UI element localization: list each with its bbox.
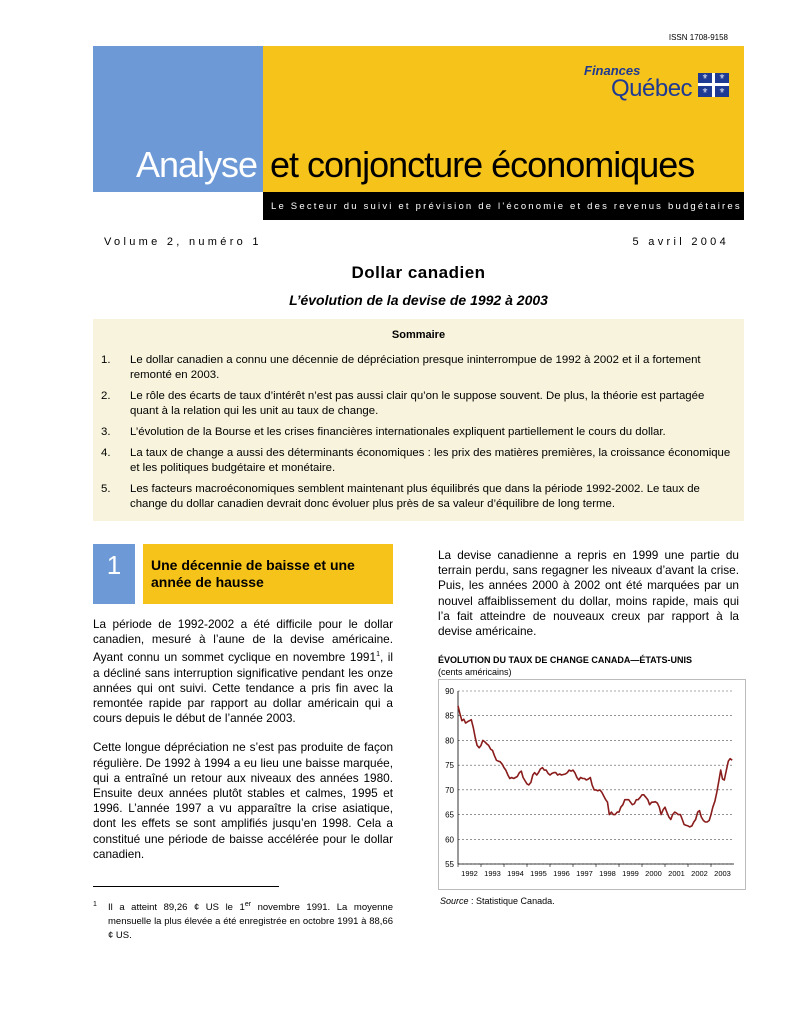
- footnote-rule: [93, 886, 279, 887]
- footnote-ref: 1: [376, 651, 380, 659]
- footnote-number: 1: [93, 901, 97, 908]
- masthead-title-rest: et conjoncture économiques: [270, 144, 695, 185]
- x-tick-label: 1995: [530, 869, 547, 878]
- y-tick-label: 80: [445, 736, 454, 746]
- summary-item: [101, 425, 731, 440]
- quebec-flag-icon: ⚜ ⚜ ⚜ ⚜: [698, 73, 729, 97]
- footnote: 1 Il a atteint 89,26 ¢ US le 1er novembre 1991. La moyenne mensuelle la plus élevée a été enregistrée en octobre 1991 à 88,66 ¢ US.: [93, 898, 393, 943]
- masthead-tagline: Le Secteur du suivi et prévision de l'économie et des revenus budgétaires: [271, 201, 742, 212]
- issn: ISSN 1708-9158: [668, 33, 728, 42]
- paragraph-2: Cette longue dépréciation ne s’est pas produite de façon régulière. De 1992 à 1994 a eu lieu une baisse marquée, qui a entraîné un retour aux niveaux des années 1980. Ensuite deux années plutôt stables et calmes, 1995 et 1996. L’année 1997 a vu apparaître la crise asiatique, dont les effets se sont amplifiés jusqu’en 1998. Cela a constitué une période de baisse accélérée pour le dollar canadien.: [93, 740, 393, 861]
- chart-subtitle: (cents américains): [438, 667, 512, 677]
- summary-item-number: 4.: [101, 447, 111, 459]
- summary-item-text: Le dollar canadien a connu une décennie de dépréciation presque ininterrompue de 1992 à 2002 et il a fortement remonté en 2003.: [130, 354, 701, 381]
- x-tick-label: 1993: [484, 869, 501, 878]
- logo-quebec: Québec: [611, 75, 693, 102]
- paragraph-3: La devise canadienne a repris en 1999 une partie du terrain perdu, sans regagner les niveaux d’avant la crise. Puis, les années 2000 à 2002 ont été marquées par un nouvel affaiblissement du dollar, moins rapide, mais qui l’a fait atteindre de nouveaux creux par rapport à la devise américaine.: [438, 548, 739, 639]
- x-tick-label: 2003: [714, 869, 731, 878]
- logo-finances: Finances: [584, 63, 641, 78]
- x-tick-label: 1997: [576, 869, 593, 878]
- summary-item: [101, 353, 731, 383]
- issue-volume: Volume 2, numéro 1: [104, 236, 262, 248]
- x-tick-label: 1996: [553, 869, 570, 878]
- summary-item-number: 2.: [101, 390, 111, 402]
- masthead-tagline-bar: [263, 192, 744, 220]
- summary-item-number: 1.: [101, 354, 111, 366]
- subheadline: L’évolution de la devise de 1992 à 2003: [289, 292, 548, 308]
- section-title: Une décennie de baisse et une année de hausse: [151, 557, 355, 590]
- chart-source: Source : Statistique Canada.: [440, 896, 555, 906]
- left-column: [93, 617, 393, 876]
- chart-svg: [438, 679, 746, 890]
- y-tick-label: 70: [445, 785, 454, 795]
- summary-item-text: Les facteurs macroéconomiques semblent maintenant plus équilibrés que dans la période 1992-2002. Le taux de change du dollar canadien devrait donc évoluer plus près de sa valeur d’équilibre de long terme.: [130, 483, 700, 510]
- summary-item: [101, 482, 731, 512]
- summary-list: [101, 353, 731, 518]
- summary-item-number: 3.: [101, 426, 111, 438]
- y-tick-label: 90: [445, 687, 454, 696]
- y-tick-label: 75: [445, 761, 454, 771]
- section-heading-box: [143, 544, 393, 604]
- paragraph-1: La période de 1992-2002 a été difficile pour le dollar canadien, mesuré à l’aune de la devise américaine. Ayant connu un sommet cyclique en novembre 1991$^1$, il a décliné sans interruption significative pendant les onze années qui ont suivi. Cette tendance a pris fin avec la remontée rapide par rapport au dollar américain qui a cours depuis le début de l’année 2003.: [93, 617, 393, 726]
- x-tick-label: 2002: [691, 869, 708, 878]
- summary-item: [101, 446, 731, 476]
- summary-item: [101, 389, 731, 419]
- issue-date: 5 avril 2004: [632, 236, 729, 248]
- headline: Dollar canadien: [351, 263, 486, 282]
- summary-item-text: La taux de change a aussi des déterminants économiques : les prix des matières premières, la croissance économique et les politiques budgétaire et monétaire.: [130, 447, 731, 474]
- summary-item-text: Le rôle des écarts de taux d’intérêt n’est pas aussi clair qu’on le suppose souvent. De plus, la théorie est partagée quant à la relation qui les unit au taux de change.: [130, 390, 705, 417]
- y-tick-label: 65: [445, 810, 454, 820]
- y-tick-label: 85: [445, 711, 454, 721]
- exchange-rate-line: [458, 706, 732, 827]
- exchange-rate-chart: [438, 679, 746, 890]
- x-tick-label: 1994: [507, 869, 524, 878]
- y-tick-label: 60: [445, 835, 454, 845]
- summary-box: [93, 319, 744, 521]
- section-number: 1: [93, 544, 135, 604]
- masthead-title-analyse: Analyse: [136, 144, 258, 185]
- summary-item-number: 5.: [101, 483, 111, 495]
- x-tick-label: 1999: [622, 869, 639, 878]
- right-column: [438, 548, 739, 639]
- chart-title: ÉVOLUTION DU TAUX DE CHANGE CANADA—ÉTATS-UNIS: [438, 655, 692, 665]
- x-tick-label: 2001: [668, 869, 685, 878]
- summary-item-text: L’évolution de la Bourse et les crises financières internationales expliquent partiellement le cours du dollar.: [130, 426, 666, 438]
- y-tick-label: 55: [445, 860, 454, 869]
- summary-title: Sommaire: [391, 329, 446, 341]
- x-tick-label: 1992: [461, 869, 478, 878]
- x-tick-label: 2000: [645, 869, 662, 878]
- x-tick-label: 1998: [599, 869, 616, 878]
- finances-quebec-logo: [578, 63, 738, 103]
